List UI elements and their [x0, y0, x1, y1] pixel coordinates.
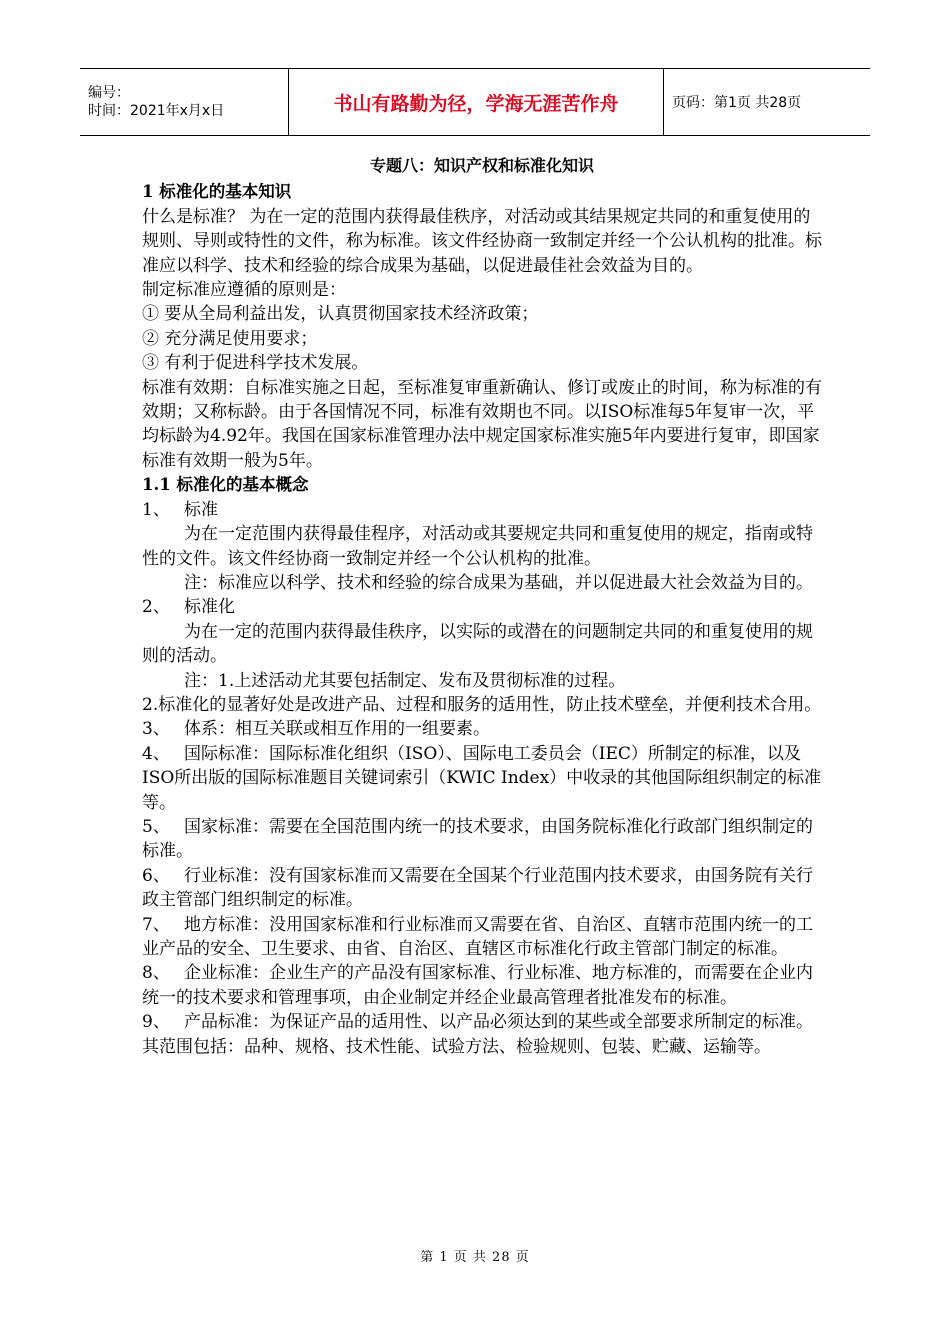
item-note: 注：标准应以科学、技术和经验的综合成果为基础，并以促进最大社会效益为目的。 [184, 572, 813, 593]
item-number: 7、 [142, 914, 170, 935]
page-footer: 第 1 页 共 28 页 [420, 1250, 530, 1265]
definitions-list [142, 717, 822, 1059]
list-item [142, 742, 822, 815]
paragraph-validity: 标准有效期：自标准实施之日起，至标准复审重新确认、修订或废止的时间，称为标准的有效期；又称标龄。由于各国情况不同，标准有效期也不同。以ISO标准每5年复审一次，平均标龄为4.92年。我国在国家标准管理办法中规定国家标准实施5年内要进行复审，即国家标准有效期一般为5年。 [142, 377, 822, 471]
subsection-heading: 1.1 标准化的基本概念 [142, 475, 309, 495]
principle-item: ③ 有利于促进科学技术发展。 [142, 353, 369, 374]
item-text: 地方标准：没用国家标准和行业标准而又需要在省、自治区、直辖市范围内统一的工业产品的安全、卫生要求、由省、自治区、直辖区市标准化行政主管部门制定的标准。 [142, 914, 813, 959]
list-item [142, 864, 822, 913]
item-number: 5、 [142, 816, 170, 837]
item-definition: 为在一定范围内获得最佳程序，对活动或其要规定共同和重复使用的规定，指南或特性的文件。该文件经协商一致制定并经一个公认机构的批准。 [142, 524, 813, 569]
list-item [142, 815, 822, 864]
item-number: 8、 [142, 963, 170, 984]
item-number: 4、 [142, 743, 170, 764]
time-label: 时间：2021年x月x日 [88, 103, 225, 119]
item-text: 国际标准：国际标准化组织（ISO）、国际电工委员会（IEC）所制定的标准，以及ISO所出版的国际标准题目关键词索引（KWIC Index）中收录的其他国际组织制定的标准等。 [142, 743, 822, 813]
number-label: 编号： [88, 85, 130, 101]
item-definition: 为在一定的范围内获得最佳秩序，以实际的或潜在的问题制定共同的和重复使用的规则的活动。 [142, 621, 813, 667]
header-page-info: 页码：第1页 共28页 [664, 69, 871, 136]
item-label: 标准化 [184, 597, 235, 618]
header-meta [80, 69, 289, 136]
list-item [142, 717, 822, 741]
header-motto: 书山有路勤为径，学海无涯苦作舟 [289, 69, 664, 136]
item-note: 2.标准化的显著好处是改进产品、过程和服务的适用性，防止技术壁垒，并便利技术合用。 [142, 694, 822, 715]
item-text: 产品标准：为保证产品的适用性、以产品必须达到的某些或全部要求所制定的标准。其范围包括：品种、规格、技术性能、试验方法、检验规则、包装、贮藏、运输等。 [142, 1012, 813, 1057]
item-text: 体系：相互关联或相互作用的一组要素。 [184, 719, 490, 740]
item-text: 企业标准：企业生产的产品没有国家标准、行业标准、地方标准的，而需要在企业内统一的技术要求和管理事项，由企业制定并经企业最高管理者批准发布的标准。 [142, 963, 813, 1008]
item-number: 2、 [142, 597, 170, 618]
section-heading: 1 标准化的基本知识 [142, 182, 292, 202]
list-item [142, 498, 822, 522]
item-text: 国家标准：需要在全国范围内统一的技术要求，由国务院标准化行政部门组织制定的标准。 [142, 816, 813, 862]
item-number: 1、 [142, 499, 170, 520]
paragraph-what-is-standard: 什么是标准？ 为在一定的范围内获得最佳秩序，对活动或其结果规定共同的和重复使用的规则、导则或特性的文件，称为标准。该文件经协商一致制定并经一个公认机构的批准。标准应以科学、技术和经验的综合成果为基础，以促进最佳社会效益为目的。 [142, 206, 822, 276]
item-number: 9、 [142, 1012, 170, 1033]
list-item [142, 913, 822, 962]
principle-item: ① 要从全局利益出发，认真贯彻国家技术经济政策； [142, 304, 539, 325]
list-item [142, 595, 822, 619]
item-label: 标准 [184, 499, 218, 520]
principles-intro: 制定标准应遵循的原则是： [142, 280, 346, 301]
item-text: 行业标准：没有国家标准而又需要在全国某个行业范围内技术要求，由国务院有关行政主管部门组织制定的标准。 [142, 865, 813, 911]
list-item [142, 961, 822, 1010]
page-header [80, 68, 870, 136]
item-note: 注：1.上述活动尤其要包括制定、发布及贯彻标准的过程。 [184, 670, 626, 691]
item-number: 6、 [142, 865, 170, 886]
item-number: 3、 [142, 719, 170, 740]
list-item [142, 1010, 822, 1059]
document-title: 专题八：知识产权和标准化知识 [369, 156, 594, 175]
principle-item: ② 充分满足使用要求； [142, 328, 318, 349]
document-body [142, 154, 822, 1059]
